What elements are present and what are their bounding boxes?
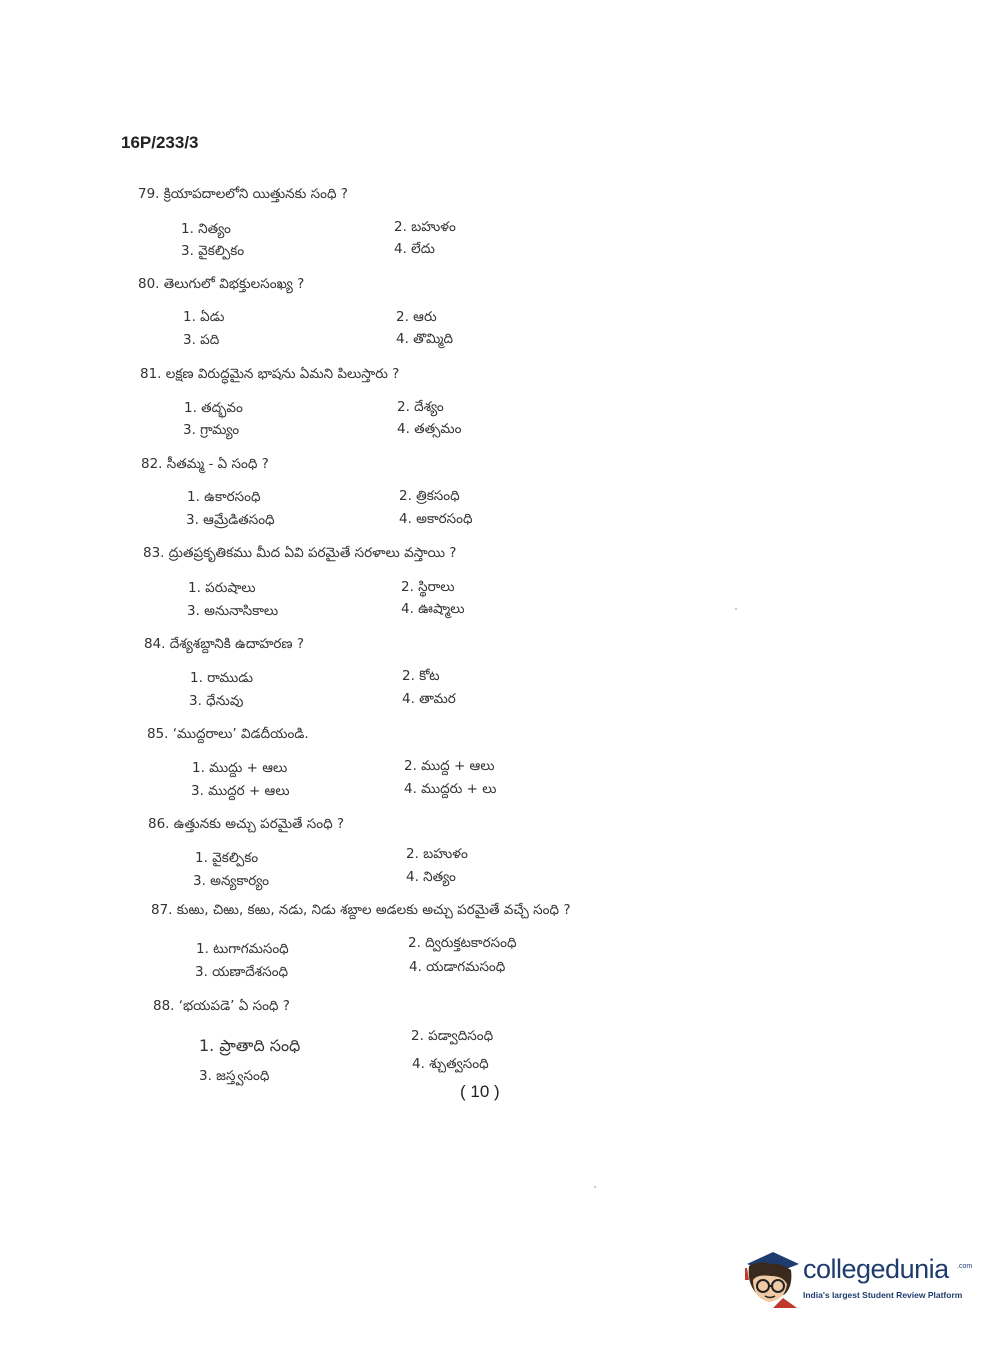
option-88-4: 4. శ్చుత్వసంధి	[412, 1056, 489, 1072]
option-81-2: 2. దేశ్యం	[397, 399, 444, 415]
question-88: 88. ‘భయపడె’ ఏ సంధి ?	[153, 998, 290, 1014]
option-81-1: 1. తద్భవం	[184, 400, 243, 416]
option-87-2: 2. ద్విరుక్తటకారసంధి	[408, 935, 517, 951]
collegedunia-logo	[743, 1250, 973, 1310]
page-number: ( 10 )	[460, 1082, 500, 1101]
scan-speck	[594, 1186, 596, 1188]
option-84-2: 2. కోట	[402, 668, 440, 684]
option-79-3: 3. వైకల్పికం	[181, 243, 245, 259]
option-80-3: 3. పది	[183, 332, 220, 348]
option-82-3: 3. ఆమ్రేడితసంధి	[186, 512, 275, 528]
question-80: 80. తెలుగులో విభక్తులసంఖ్య ?	[138, 276, 305, 292]
option-84-1: 1. రాముడు	[190, 670, 254, 686]
question-85: 85. ‘ముద్దరాలు’ విడదీయండి.	[147, 726, 309, 742]
option-79-1: 1. నిత్యం	[181, 221, 231, 237]
option-85-3: 3. ముద్దర + ఆలు	[191, 783, 290, 799]
option-82-2: 2. త్రికసంధి	[399, 488, 460, 504]
option-88-3: 3. జస్త్వసంధి	[199, 1068, 270, 1084]
question-86: 86. ఉత్తునకు అచ్చు పరమైతే సంధి ?	[148, 816, 345, 832]
logo-tagline: India's largest Student Review Platform	[803, 1290, 963, 1300]
question-84: 84. దేశ్యశబ్దానికి ఉదాహరణ ?	[144, 636, 305, 652]
option-80-2: 2. ఆరు	[396, 309, 437, 325]
logo-brand-text: collegedunia	[803, 1254, 949, 1284]
option-88-2: 2. పడ్వాదిసంధి	[411, 1028, 494, 1044]
option-85-2: 2. ముద్ద + ఆలు	[404, 758, 495, 774]
option-79-4: 4. లేదు	[394, 241, 435, 257]
option-86-4: 4. నిత్యం	[406, 869, 456, 885]
option-85-4: 4. ముద్దరు + లు	[404, 781, 497, 797]
question-79: 79. క్రియాపదాలలోని యిత్తునకు సంధి ?	[138, 186, 348, 202]
paper-code: 16P/233/3	[121, 133, 199, 152]
option-86-3: 3. అన్యకార్యం	[193, 873, 269, 889]
option-83-2: 2. స్థిరాలు	[401, 579, 455, 595]
question-82: 82. సీతమ్మ - ఏ సంధి ?	[141, 456, 269, 472]
option-86-2: 2. బహుళం	[406, 846, 468, 862]
question-87: 87. కుఱు, చిఱు, కఱు, నడు, నిడు శబ్దాల అడలకు అచ్చు పరమైతే వచ్చే సంధి ?	[151, 902, 571, 918]
logo-domain-text: .com	[957, 1263, 973, 1270]
option-84-3: 3. ధేనువు	[189, 693, 244, 709]
option-80-4: 4. తొమ్మిది	[396, 331, 453, 347]
option-87-1: 1. టుగాగమసంధి	[196, 941, 289, 957]
question-81: 81. లక్షణ విరుద్ధమైన భాషను ఏమని పిలుస్తారు ?	[140, 366, 400, 382]
option-81-3: 3. గ్రామ్యం	[183, 422, 240, 438]
option-81-4: 4. తత్సమం	[397, 421, 462, 437]
scan-speck	[735, 608, 737, 610]
question-83: 83. ద్రుతప్రకృతికము మీద ఏవి పరమైతే సరళాలు వస్తాయి ?	[143, 545, 457, 561]
option-83-1: 1. పరుషాలు	[188, 580, 256, 596]
option-87-3: 3. యణాదేశసంధి	[195, 964, 289, 980]
option-82-4: 4. అకారసంధి	[399, 511, 473, 527]
option-83-3: 3. అనునాసికాలు	[187, 603, 279, 619]
option-86-1: 1. వైకల్పికం	[195, 850, 259, 866]
option-87-4: 4. యడాగమసంధి	[409, 959, 506, 975]
option-84-4: 4. తామర	[402, 691, 456, 707]
student-mascot-icon	[743, 1250, 801, 1310]
option-82-1: 1. ఉకారసంధి	[187, 489, 261, 505]
option-79-2: 2. బహుళం	[394, 219, 456, 235]
option-88-1: 1. ప్రాతాది సంధి	[199, 1036, 301, 1055]
option-80-1: 1. ఏడు	[183, 309, 225, 325]
option-85-1: 1. ముద్దు + ఆలు	[192, 760, 288, 776]
option-83-4: 4. ఊష్మాలు	[401, 601, 465, 617]
